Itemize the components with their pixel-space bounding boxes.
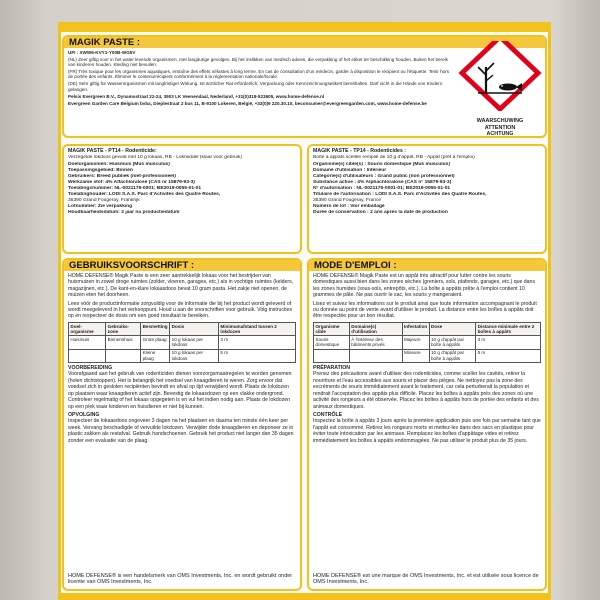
company-be: Evergreen Garden Care Belgium bvba, Dieplestraat 2 bus 11, B-9100 Lokeren, België, +32(0)9 220.30.10, beconsumer@evergreengarden.com, www.home-defense.be [68,100,427,106]
info-line: N° d'autorisation : NL-0021175-0001-01; BE2019-0055-01-01 [313,185,451,191]
info-line: Boîte à appâts scellée remplie de 10 g d'appât, RB - Appât (prêt à l'emploi) [313,155,475,161]
info-line: 35390 Grand Fougeray, Frankrijk [68,198,140,204]
table-cell: Mineure [402,349,429,362]
info-line: Werkzame stof: 4% Alfachloralose (CAS nr 15879-93-3) [68,179,195,185]
usage-intro2-nl: Lees vóór de productinformatie zorgvuldig voor de informatie die bij het product wordt geleverd of wordt meegeleverd in het verkooppunt. Houd u aan de voorschriften voor gebruik. Volg instructies op en respecteer de dosis om een goed resultaat te bereiken. [68,300,293,320]
table-cell: 10 g lokaas per lokdoos [170,349,219,362]
table-header: Minimumafstand tussen 2 lokdozen [219,322,296,335]
preparation-text: Prenez des précautions avant d'utiliser des rodenticides, comme sceller les cavités, retirer la nourriture et l'eau accessibles aux souris et placer des pièges. Ne nettoyez pas la zone des excréments de souris immédiatement avant le traitement, car cela perturberait la population et rendrait l'acceptation des appâts plus difficile. Placez les boîtes à appâts près des zones où une activité des rongeurs a été observée. Placez les boîtes à appâts hors de portée des enfants et des animaux domestiques. [313,371,539,410]
table-row [69,349,296,362]
usage-intro-fr: HOME DEFENSE® Magik Paste est un appât très attractif pour lutter contre les souris domestiques aussi bien dans les zones sèches (greniers, sols, plafonds, garages, etc.) que dans les zones humides (sous-sols, entrepôts, etc.). La boîte à appâts prête à l'emploi contient 10 grammes de pâte. Ne pas ouvrir le sac, les souris y mangeraient. [313,273,536,299]
company-nl: Pelsis Evergreen B.V., Dynamostraat 22-24, 3903 LK Veenendaal, Nederland, +31(0)318-523605, www.home-defense.nl [68,94,325,100]
safety-text-de: (DE) Sehr giftig für Wasserorganismen mit langfristiger Wirkung. Ist ärztlicher Rat erforderlich, Verpackung oder Kennzeichnungsetikett bereithalten. Darf nicht in die Hände von Kindern gelangen. [68,80,443,92]
safety-panel-title: MAGIK PASTE : [64,37,545,48]
info-line: Verzegelde lokdoos gevuld met 10 g lokaas, RB - Lokmiddel (klaar voor gebruik) [68,155,242,161]
safety-panel [62,35,547,138]
usage-instructions-fr [307,258,547,591]
opvolging-text: Inspecteer de lokaasdoos ongeveer 3 dagen na het plaatsen en daarna ten minste één keer per week. Vervang beschadigde of vervuilde lokdozen. Verwijder dode knaagdieren en deponeer ze in plastic zakken als restafval. Gebruik handschoenen. Gebruik het product niet langer dan 35 dagen zonder een evaluatie van de plaag. [68,418,294,444]
product-info-fr-title: MAGIK PASTE - TP14 - Rodenticides : [313,148,406,154]
dosage-table-nl [68,322,296,363]
table-cell: Huismuis [69,336,106,349]
table-row [314,349,541,362]
controle-text: Inspectez la boîte à appâts 3 jours après la première application puis une fois par semaine tant que l'appât est consommé. Retirez les rongeurs morts et mettez-les dans des sacs en plastique pour éviter toute intoxication par les animaux. Remplacez les boîtes d'appâtage vides et retirez immédiatement les boîtes à appâts endommagées. Ne pas utiliser le produit plus de 35 jours. [313,418,541,444]
usage-body-fr [309,271,545,446]
table-cell: 5 m [476,349,541,362]
table-cell: 5 m [219,349,296,362]
table-cell: Grote plaag [141,336,170,349]
table-header: Organisme cible [314,322,350,335]
section-heading-preparation: PRÉPARATION [313,365,350,372]
info-line: Substance active : 4% Alphachloralose (CAS n° 15879-93-3) [313,179,452,185]
table-header: Distance minimale entre 2 boîtes à appâts [476,322,541,335]
hazard-warning-text [456,118,544,138]
usage-body-nl [64,271,300,446]
table-header: Doel-organisme [69,322,106,335]
hazard-warning-fr: ATTENTION [484,124,516,131]
table-cell: À l'intérieur des bâtiments privés [349,336,402,349]
section-heading-controle: CONTRÔLE [313,411,343,418]
table-cell: 3 m [476,336,541,349]
safety-text-fr: (FR) Très toxique pour les organismes aquatiques, entraîne des effets néfastes à long terme. En cas de consultation d'un médecin, garder à disposition le récipient ou l'étiquette. Tenir hors de portée des enfants. Éliminer le contenu/récipient conformément à la réglementation nationale/locale. [68,68,450,80]
info-line: Organisme(s) cible(s) : Souris domestique (Mus musculus) [313,161,450,167]
info-line: Doelorganismen: Huismuis (Mus musculus) [68,161,170,167]
table-header: Domaine(s) d'utilisation [349,322,402,335]
product-info-nl-title: MAGIK PASTE - PT14 - Rodenticide: [68,148,157,154]
table-header: Infestation [402,322,429,335]
product-info-fr [307,144,547,254]
table-row [69,336,296,349]
usage-intro-nl: HOME DEFENSE® Magik Paste is een zeer aantrekkelijk lokaas voor het bestrijden van huismuizen in zowel droge ruimtes (zolder, vloeren, garages, etc.) als in vochtige ruimtes (kelders, magazijnen, etc.). De kant-en-klare lokaasdoos bevat 10 gram pasta. Het zakje niet openen, de muizen eten het doorheen. [68,273,294,299]
info-line: 35390 Grand Fougeray, France [313,198,382,204]
section-heading-opvolging: OPVOLGING [68,411,100,418]
hazard-block [456,41,544,138]
trademark-fr: HOME DEFENSE® est une marque de OMS Investments, Inc. et est utilisée sous licence de OMS Investments, Inc. [313,572,539,586]
table-cell: Binnenshuis [106,336,141,349]
info-line: Lotnummer: Zie verpakking [68,204,133,210]
table-cell: 3 m [219,336,296,349]
table-cell: Kleine plaag [141,349,170,362]
table-header: Gebruiks-zone [106,322,141,335]
table-cell: Majeure [402,336,429,349]
dosage-table-fr [313,322,541,363]
table-cell [314,349,350,362]
info-line: Houdbaarheidsdatum: 2 jaar na productiedatum [68,210,180,216]
info-line: Catégorie(s) d'utilisateurs : Grand public (non professionnel) [313,173,455,179]
usage-instructions-nl [62,258,302,591]
ufi-code: UFI : XWW6-KVY1-Y00B-WG5V [68,50,136,55]
safety-text [68,50,454,106]
voorbereiding-text: Voorafgaand aan het gebruik van rodenticiden dienen voorzorgsmaatregelen te worden genomen (holen dichtstoppen). Het is belangrijk het voedsel van knaagdieren te weren. Zorg ervoor dat voedsel zich in gesloten recipiënten bevindt en afval op tijd verwijderd wordt. Plaats de lokdozen op plaatsen waar knaagdieren actief zijn. Bevestig de lokaasdozen op een vlakke ondergrond. Controleer regelmatig of het lokaas opgegeten is en vul het indien nodig aan. Plaats de lokdozen op een plek waar kinderen en huisdieren er niet bij kunnen. [68,371,292,410]
info-line: Toelatinghouder: LODI S.A.S. Parc d'Activités des Quatre Routes, [68,191,221,197]
table-cell: 10 g d'appât par boîte à appâts [429,336,476,349]
info-line: Gebruikers: Breed publiek (niet-professioneel) [68,173,176,179]
product-info-fr-lines [309,154,545,217]
environment-hazard-icon [456,41,544,111]
table-header-row [69,322,296,335]
info-line: Titulaire de l'autorisation : LODI S.A.S. Parc d'Activités des Quatre Routes, [313,191,487,197]
info-line: Domaine d'utilisation : Intérieur [313,167,387,173]
table-cell: Souris domestique [314,336,350,349]
table-header: Dosis [170,322,219,335]
usage-instructions-nl-title: GEBRUIKSVOORSCHRIFT : [64,260,300,271]
info-line: Toelatingsnummer: NL-0021175-0001; BE2019-0055-01-01 [68,185,202,191]
table-header: Dose [429,322,476,335]
product-info-nl [62,144,302,254]
table-row [314,336,541,349]
section-heading-voorbereiding: VOORBEREIDING [68,365,113,372]
left-yellow-edge [58,22,61,600]
top-yellow-band [58,22,551,32]
table-cell: 10 g d'appât par boîte à appâts [429,349,476,362]
hazard-warning-de: ACHTUNG [486,131,514,137]
safety-text-nl: (NL) Zeer giftig voor in het water levende organismen, met langdurige gevolgen. Bij het inslikken van medisch advies, die verpakking of het etiket ter beschikking houden. Buiten het bereik van kinderen houden. Kleding niet bevuilen. [68,56,448,68]
trademark-nl: HOME DEFENSE® is een handelsmerk van OMS Investments, Inc. en wordt gebruikt onder licentie van OMS Investments, Inc. [68,572,293,586]
table-cell: 10 g lokaas per lokdoos [170,336,219,349]
usage-intro2-fr: Lisez et suivez les informations sur le produit ainsi que toute information accompagnant le produit ou donnée au point de vente avant d'utiliser le produit. La distance entre les boîtes à appâts doit être respectée pour un bon résultat. [313,300,537,320]
usage-instructions-fr-title: MODE D'EMPLOI : [309,260,545,271]
table-header: Besmetting [141,322,170,335]
product-label [58,22,551,600]
table-cell [349,349,402,362]
table-cell [69,349,106,362]
table-header-row [314,322,541,335]
table-cell [106,349,141,362]
product-info-nl-lines [64,154,300,217]
hazard-warning-nl: WAARSCHUWING [476,118,524,124]
info-line: Durée de conservation : 2 ans après la date de production [313,210,448,216]
info-line: Numéro de lot : Voir emballage [313,204,385,210]
bottom-yellow-band [58,593,551,600]
right-yellow-edge [548,22,551,600]
info-line: Toepassingsgebied: Binnen [68,167,133,173]
